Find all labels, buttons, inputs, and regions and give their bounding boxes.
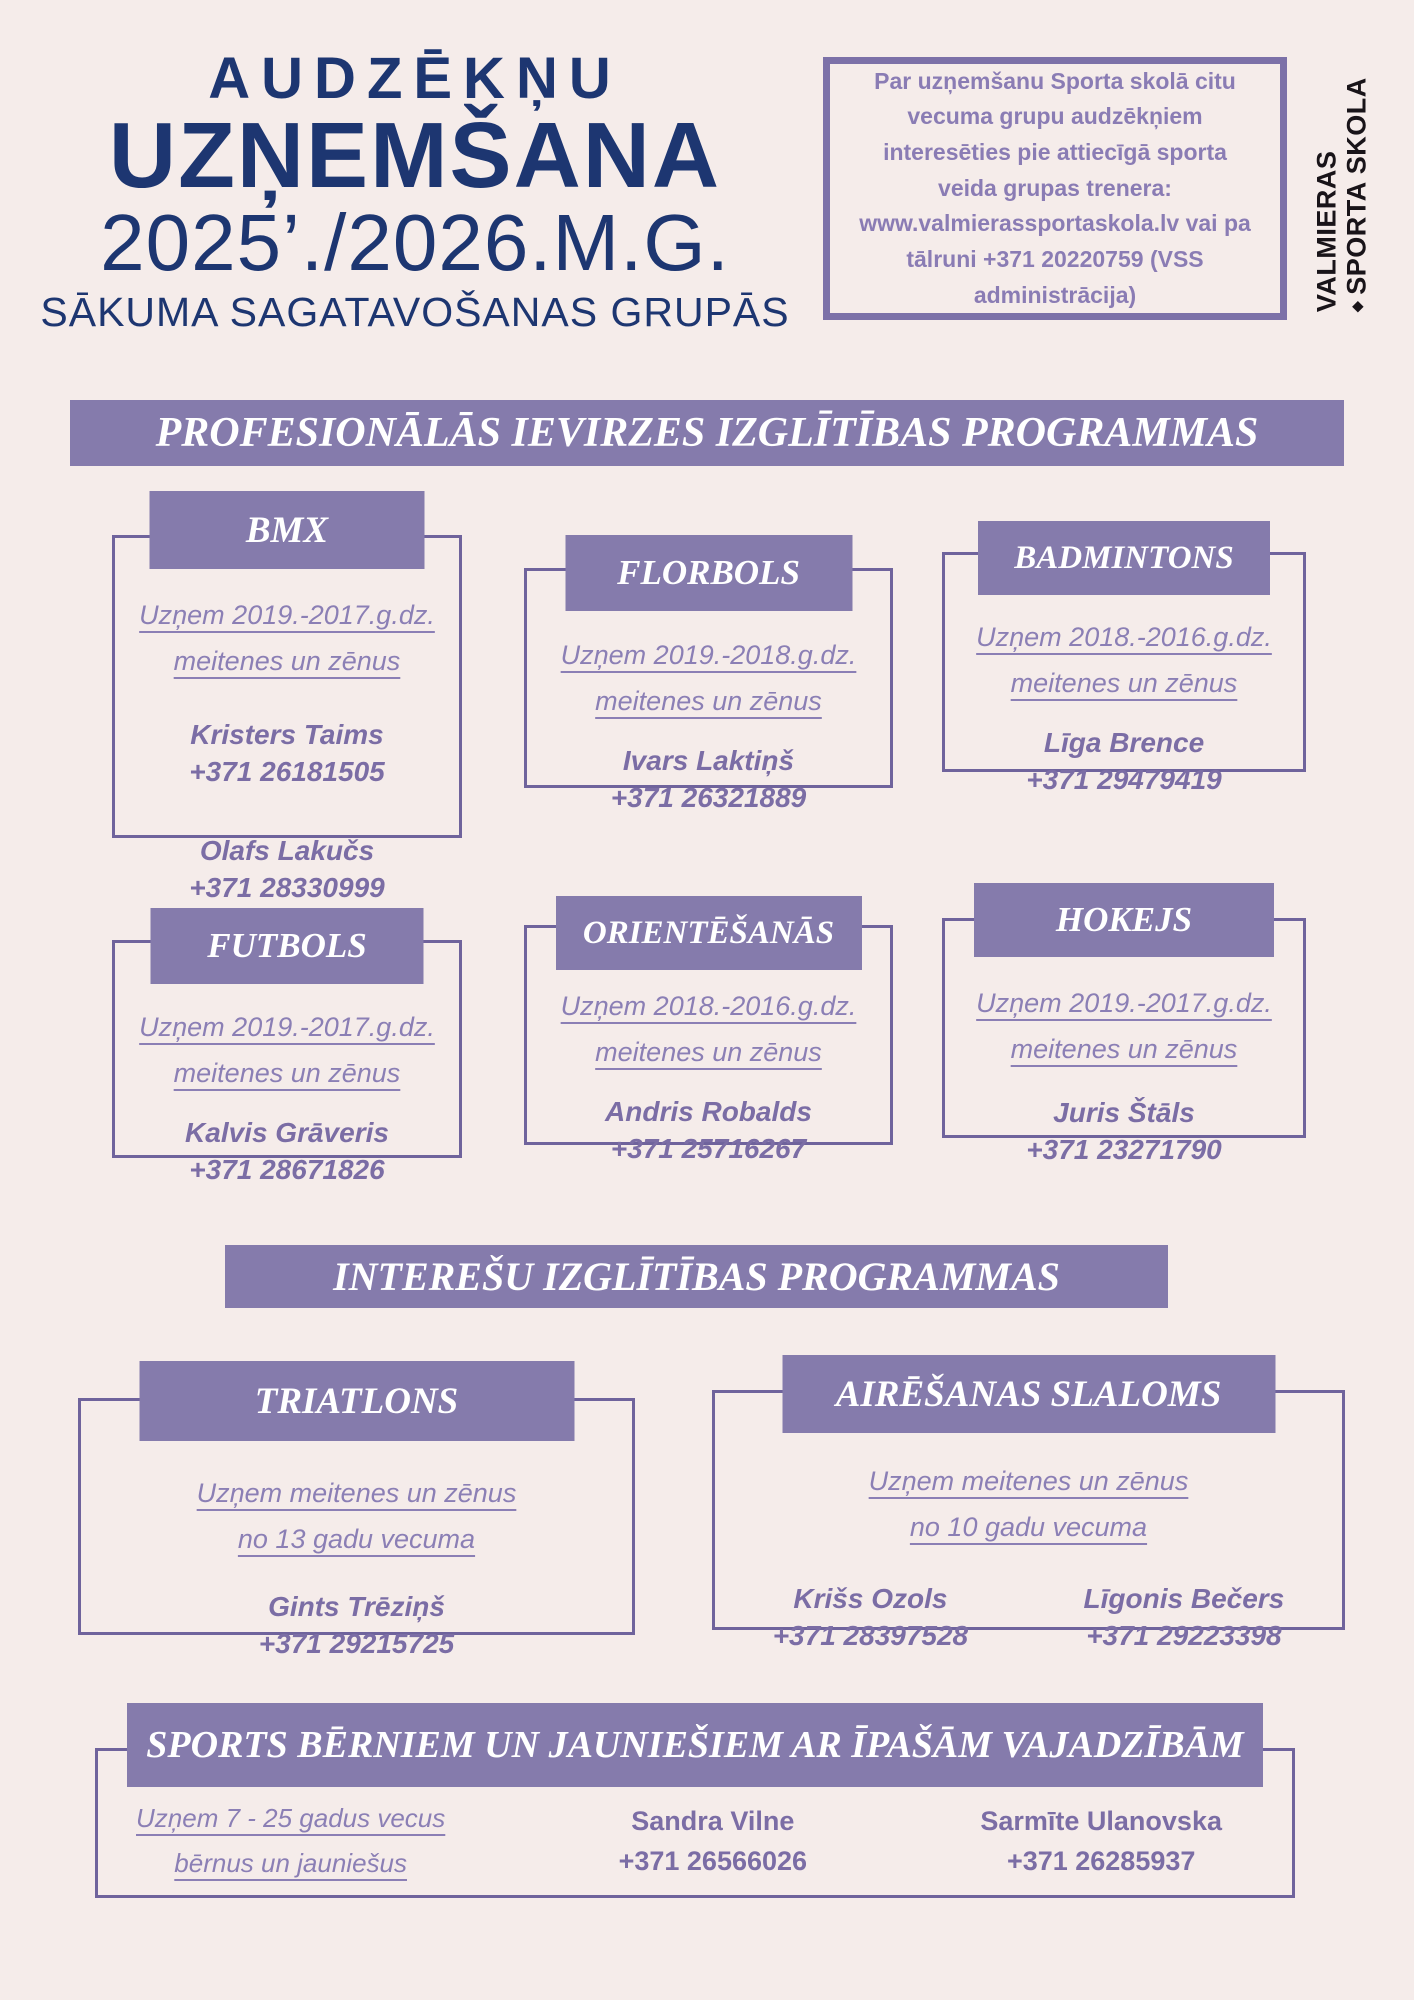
info-box-text: Par uzņemšanu Sporta skolā citu vecuma grupu audzēkņiem interesēties pie attiecīgā sporta veida grupas trenera: www.valmierassportaskola.lv vai pa tālruni +371 20220759 (VSS administrācija) [859, 67, 1251, 308]
card-futbols [112, 926, 462, 1185]
section-title-interest: INTEREŠU IZGLĪTĪBAS PROGRAMMAS [225, 1245, 1168, 1308]
contact-phone: +371 26566026 [618, 1846, 808, 1876]
title-line-uznemsana: UZŅEMŠANA [108, 103, 722, 207]
contact-phone: +371 26321889 [610, 781, 807, 813]
card-bmx-eligibility: Uzņem 2019.-2017.g.dz. meitenes un zēnus [139, 600, 435, 676]
contact [1026, 725, 1221, 799]
card-badmintons-eligibility: Uzņem 2018.-2016.g.dz. meitenes un zēnus [976, 622, 1272, 698]
card-florbols-header: FLORBOLS [565, 535, 852, 611]
contact [1084, 1581, 1285, 1655]
card-badmintons [942, 539, 1306, 795]
contact-name: Kalvis Grāveris [185, 1116, 389, 1148]
info-box [823, 57, 1287, 320]
card-airesanas-slaloms [712, 1373, 1345, 1651]
card-airesanas-slaloms-header: AIRĒŠANAS SLALOMS [782, 1355, 1275, 1433]
card-hokejs [942, 900, 1306, 1165]
contact-phone: +371 29479419 [1026, 763, 1222, 795]
card-hokejs-eligibility: Uzņem 2019.-2017.g.dz. meitenes un zēnus [976, 988, 1272, 1064]
contact-name: Sandra Vilne [631, 1805, 795, 1836]
contact [189, 717, 384, 791]
section-title-professional: PROFESIONĀLĀS IEVIRZES IZGLĪTĪBAS PROGRAMMAS [70, 400, 1344, 466]
card-bmx-header: BMX [150, 491, 425, 569]
contact-phone: +371 23271790 [1026, 1133, 1222, 1165]
contact [185, 1115, 389, 1189]
contact-name: Krišs Ozols [793, 1582, 948, 1614]
contact-name: Līgonis Bečers [1083, 1582, 1285, 1614]
contact [611, 743, 806, 817]
card-hokejs-header: HOKEJS [974, 883, 1274, 957]
contact-name: Juris Štāls [1053, 1096, 1195, 1128]
card-special-needs-eligibility: Uzņem 7 - 25 gadus vecus bērnus un jauniešus [136, 1802, 446, 1878]
card-bmx [112, 509, 462, 903]
title-line-year: 2025’./2026.M.G. [100, 197, 730, 287]
card-badmintons-header: BADMINTONS [978, 521, 1270, 595]
contact-name: Līga Brence [1043, 726, 1205, 758]
contact-phone: +371 29215725 [258, 1627, 455, 1659]
school-logo-text [1312, 78, 1371, 313]
card-florbols [524, 553, 893, 813]
contact-name: Kristers Taims [190, 718, 384, 750]
card-futbols-header: FUTBOLS [151, 908, 424, 984]
contact-phone: +371 26181505 [189, 755, 385, 787]
card-special-needs-header: SPORTS BĒRNIEM UN JAUNIEŠIEM AR ĪPAŠĀM VAJADZĪBĀM [127, 1703, 1263, 1787]
logo-line-1: VALMIERAS [1311, 150, 1342, 313]
logo-line-2: ◆SPORTA SKOLA [1341, 77, 1372, 313]
card-florbols-eligibility: Uzņem 2019.-2018.g.dz. meitenes un zēnus [560, 640, 857, 716]
contact [619, 1801, 807, 1882]
contact-phone: +371 28330999 [189, 871, 385, 903]
card-orientesanas-header: ORIENTĒŠANĀS [556, 896, 862, 970]
contact-phone: +371 26285937 [1006, 1846, 1196, 1876]
card-triatlons-header: TRIATLONS [139, 1361, 574, 1441]
contact [980, 1801, 1222, 1882]
page-title [40, 46, 790, 336]
contact [259, 1589, 454, 1663]
card-orientesanas [524, 914, 893, 1164]
contact-name: Olafs Lakučs [199, 834, 375, 866]
contact-name: Andris Robalds [605, 1095, 812, 1127]
contact-name: Sarmīte Ulanovska [980, 1805, 1222, 1836]
contact-phone: +371 29223398 [1086, 1619, 1282, 1651]
diamond-icon: ◆ [1348, 301, 1365, 313]
contact [605, 1094, 812, 1168]
title-line-audzeknu: AUDZĒKŅU [208, 46, 622, 111]
contact [773, 1581, 968, 1655]
card-triatlons [78, 1380, 635, 1659]
contact-name: Gints Trēziņš [268, 1590, 445, 1622]
card-airesanas-slaloms-eligibility: Uzņem meitenes un zēnus no 10 gadu vecuma [868, 1466, 1189, 1542]
card-special-needs [95, 1724, 1295, 1898]
card-futbols-eligibility: Uzņem 2019.-2017.g.dz. meitenes un zēnus [139, 1012, 435, 1088]
school-logo [1287, 70, 1397, 320]
contact-phone: +371 28397528 [772, 1619, 969, 1651]
contact-phone: +371 25716267 [610, 1132, 807, 1164]
contact [1026, 1095, 1221, 1169]
card-orientesanas-eligibility: Uzņem 2018.-2016.g.dz. meitenes un zēnus [560, 991, 857, 1067]
title-line-subtitle: SĀKUMA SAGATAVOŠANAS GRUPĀS [40, 288, 790, 335]
contact-name: Ivars Laktiņš [622, 744, 795, 776]
card-triatlons-eligibility: Uzņem meitenes un zēnus no 13 gadu vecuma [196, 1478, 517, 1554]
contact [189, 833, 384, 907]
contact-phone: +371 28671826 [189, 1153, 385, 1185]
